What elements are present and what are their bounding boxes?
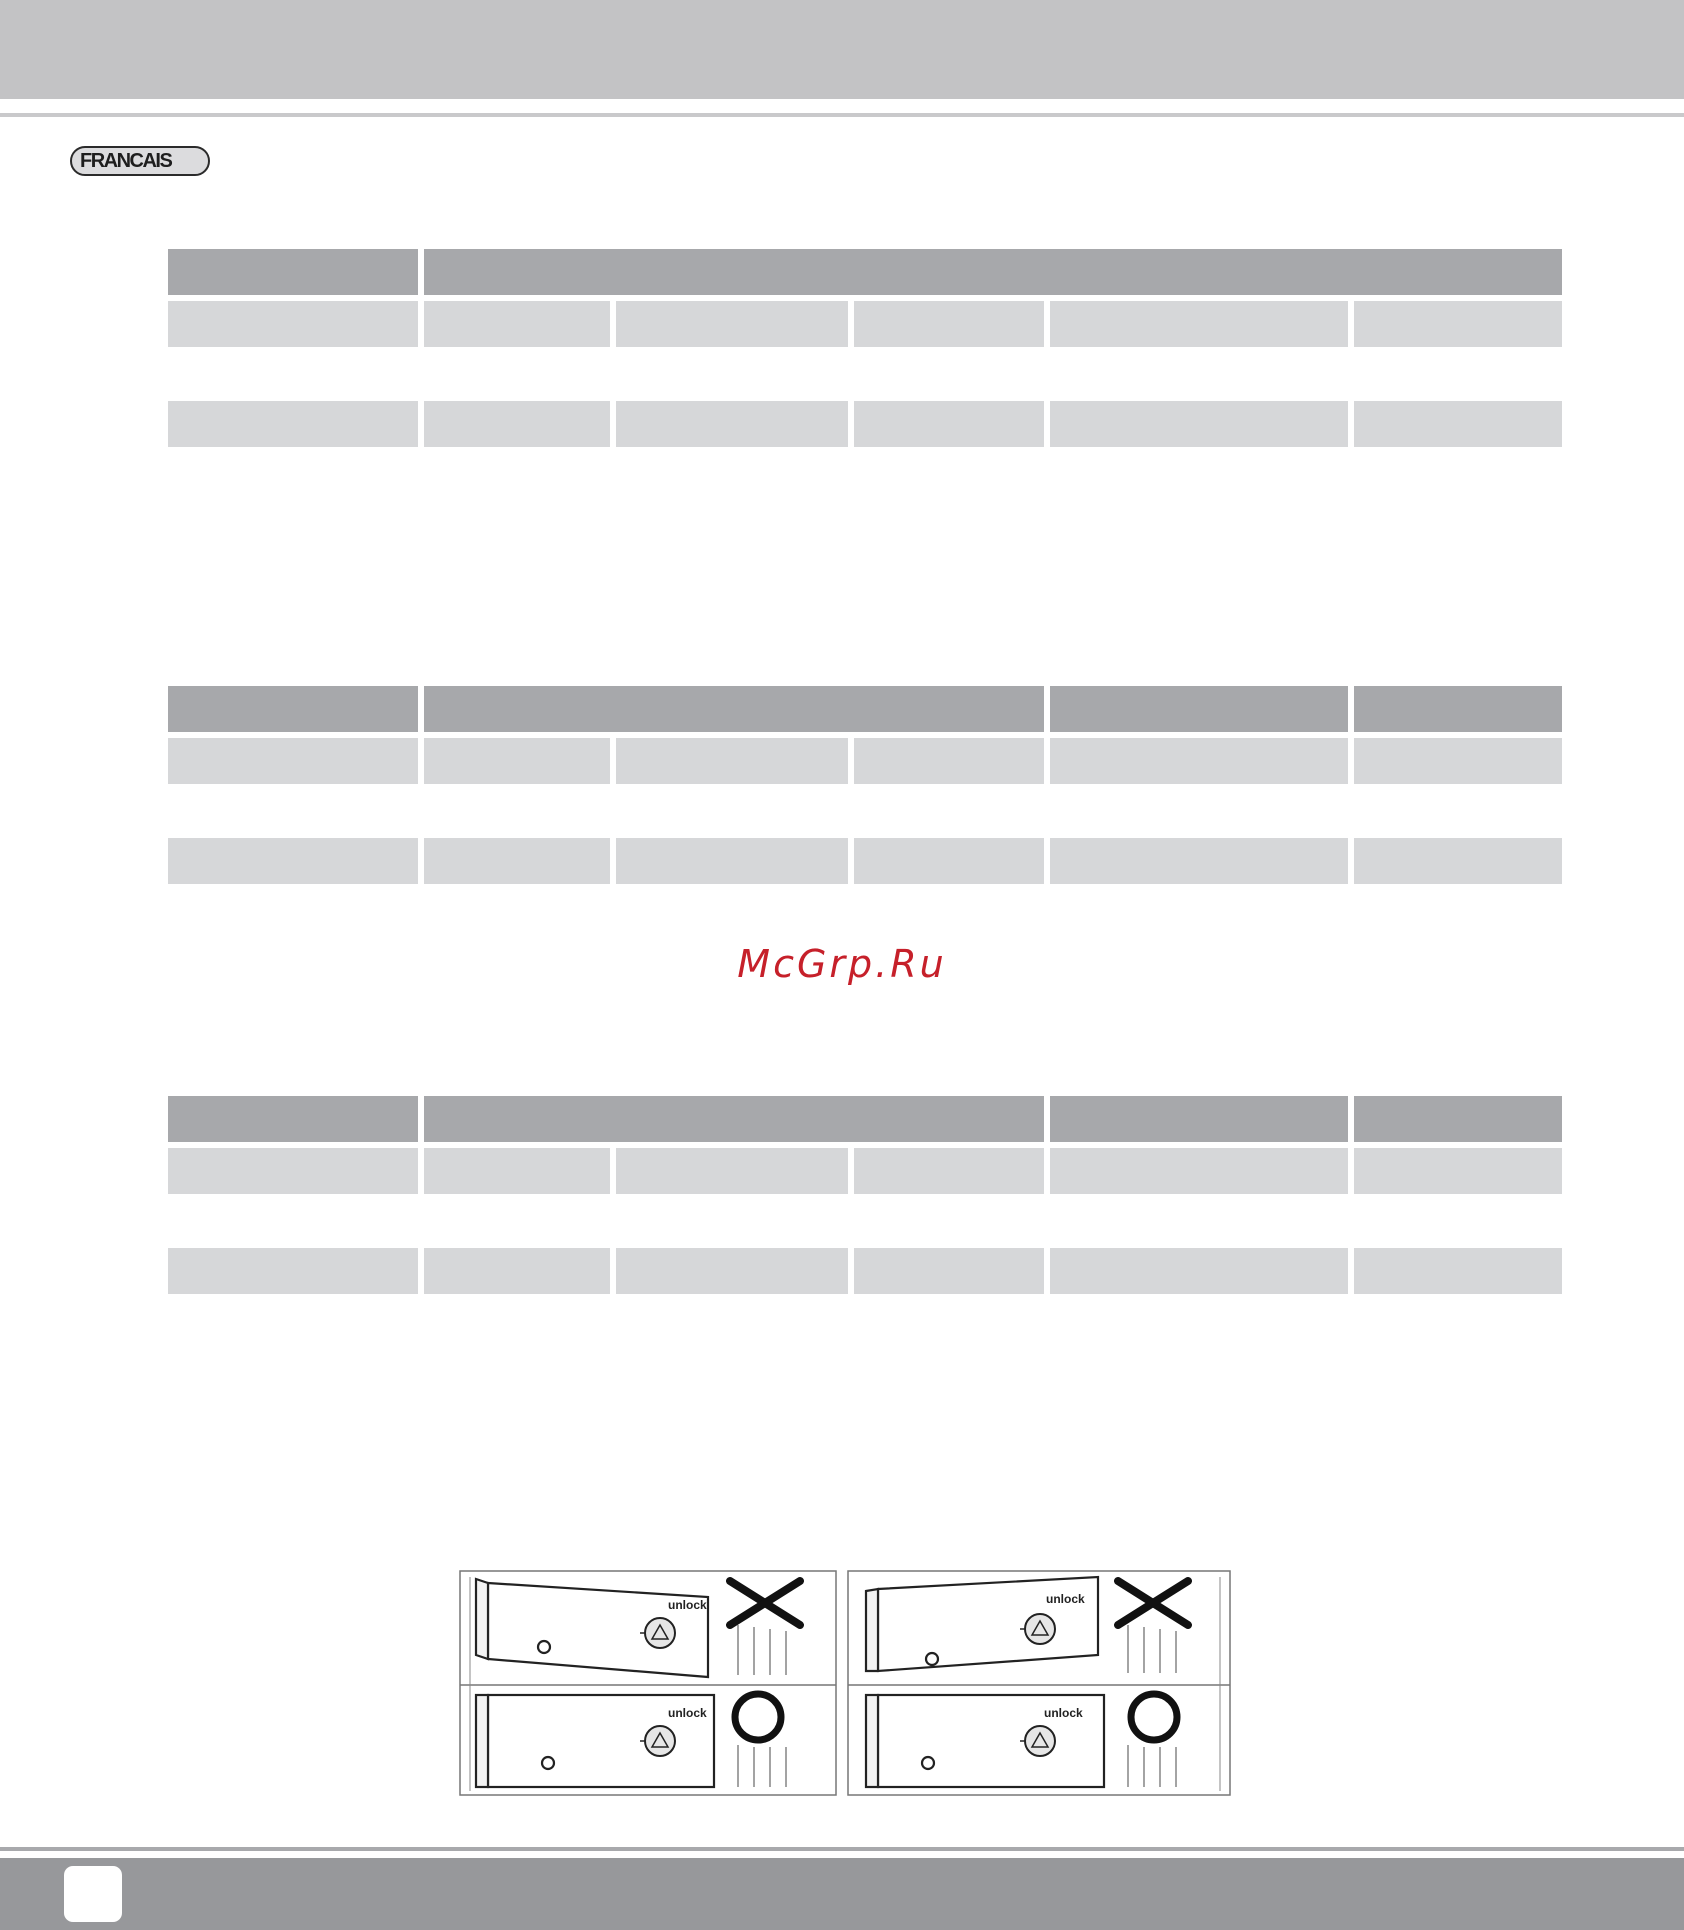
table-cell — [424, 301, 610, 347]
header-rule — [0, 113, 1684, 117]
table-cell — [616, 838, 848, 884]
language-tab: FRANCAIS — [70, 146, 210, 176]
table-header-cell — [168, 686, 418, 732]
table-cell — [1050, 401, 1348, 447]
table-cell — [424, 1148, 610, 1194]
table-cell — [168, 401, 418, 447]
table-cell — [1354, 1148, 1562, 1194]
table-header-cell — [1050, 686, 1348, 732]
table-cell — [1354, 401, 1562, 447]
table-header-cell — [1050, 1096, 1348, 1142]
footer-rule — [0, 1847, 1684, 1851]
table-cell — [854, 1148, 1044, 1194]
table-header-cell — [424, 1096, 1044, 1142]
table-cell — [616, 738, 848, 784]
table-cell — [168, 838, 418, 884]
unlock-label: unlock — [1046, 1592, 1085, 1606]
table-header-cell — [168, 249, 418, 295]
table-header-cell — [1354, 1096, 1562, 1142]
table-cell — [1354, 838, 1562, 884]
table-cell — [854, 1248, 1044, 1294]
watermark: McGrp.Ru — [737, 942, 947, 986]
table-cell — [424, 401, 610, 447]
table-cell — [1050, 301, 1348, 347]
table-cell — [168, 1148, 418, 1194]
table-header-cell — [424, 686, 1044, 732]
table-header-cell — [168, 1096, 418, 1142]
footer-band — [0, 1858, 1684, 1930]
table-header-cell — [424, 249, 1562, 295]
header-band — [0, 0, 1684, 99]
spec-table-2 — [168, 686, 1562, 884]
unlock-label: unlock — [1044, 1706, 1083, 1720]
drive-tray-illustration — [458, 1563, 1232, 1799]
table-cell — [616, 1248, 848, 1294]
table-cell — [1050, 738, 1348, 784]
unlock-label: unlock — [668, 1706, 707, 1720]
table-header-cell — [1354, 686, 1562, 732]
table-cell — [616, 401, 848, 447]
table-cell — [854, 838, 1044, 884]
table-cell — [854, 738, 1044, 784]
table-cell — [854, 301, 1044, 347]
table-cell — [1050, 838, 1348, 884]
table-cell — [168, 738, 418, 784]
spec-table-1 — [168, 249, 1562, 447]
table-cell — [616, 301, 848, 347]
table-cell — [1050, 1148, 1348, 1194]
unlock-label: unlock — [668, 1598, 707, 1612]
page-number-box — [64, 1866, 122, 1922]
table-cell — [1050, 1248, 1348, 1294]
table-cell — [616, 1148, 848, 1194]
spec-table-3 — [168, 1096, 1562, 1294]
table-cell — [1354, 738, 1562, 784]
table-cell — [1354, 1248, 1562, 1294]
table-cell — [424, 738, 610, 784]
table-cell — [424, 838, 610, 884]
table-cell — [424, 1248, 610, 1294]
table-cell — [1354, 301, 1562, 347]
table-cell — [854, 401, 1044, 447]
table-cell — [168, 1248, 418, 1294]
table-cell — [168, 301, 418, 347]
